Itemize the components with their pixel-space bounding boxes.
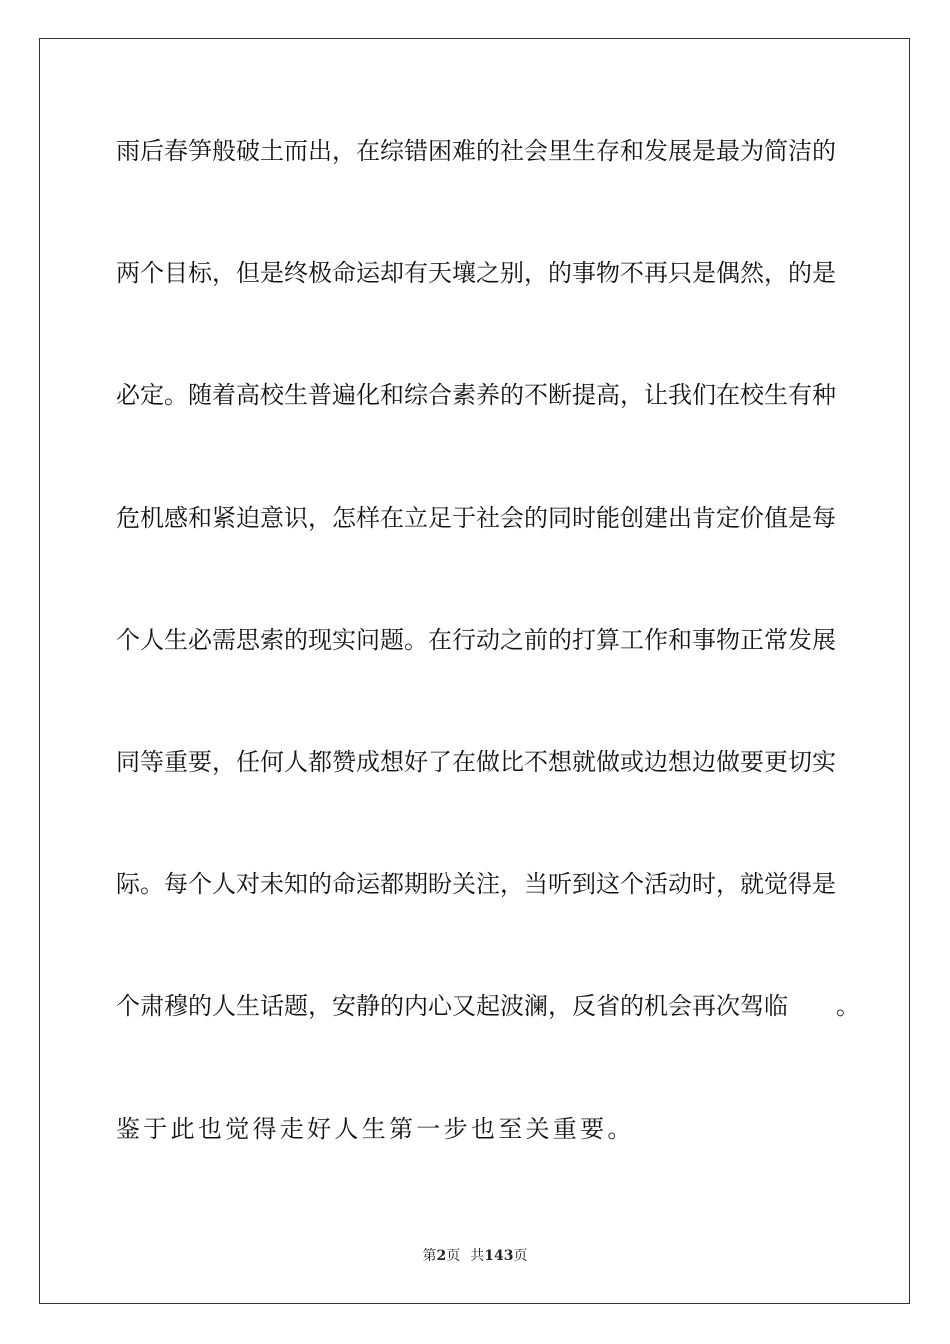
paragraph-line-1: 雨后春笋般破土而出，在综错困难的社会里生存和发展是最为简洁的 (116, 137, 836, 165)
paragraph-line-5: 个人生必需思索的现实问题。在行动之前的打算工作和事物正常发展 (116, 626, 836, 654)
footer-page-prefix: 第 (422, 1248, 437, 1264)
footer-page-suffix: 页 (446, 1248, 461, 1264)
paragraph-line-3: 必定。随着高校生普遍化和综合素养的不断提高，让我们在校生有种 (116, 381, 836, 409)
footer-total-prefix: 共 (470, 1248, 485, 1264)
paragraph-line-9: 鉴于此也觉得走好人生第一步也至关重要。 (116, 1115, 635, 1143)
footer-total-suffix: 页 (513, 1248, 528, 1264)
paragraph-line-8: 个肃穆的人生话题，安静的内心又起波澜，反省的机会再次驾临 。 (116, 992, 860, 1020)
paragraph-line-4: 危机感和紧迫意识，怎样在立足于社会的同时能创建出肯定价值是每 (116, 504, 836, 532)
page-footer (0, 1247, 950, 1265)
paragraph-line-6: 同等重要，任何人都赞成想好了在做比不想就做或边想边做要更切实 (116, 748, 836, 776)
paragraph-line-2: 两个目标，但是终极命运却有天壤之别，的事物不再只是偶然，的是 (116, 259, 836, 287)
paragraph-line-7: 际。每个人对未知的命运都期盼关注，当听到这个活动时，就觉得是 (116, 870, 836, 898)
footer-total-pages: 143 (484, 1248, 514, 1264)
footer-page-number: 2 (436, 1248, 447, 1264)
